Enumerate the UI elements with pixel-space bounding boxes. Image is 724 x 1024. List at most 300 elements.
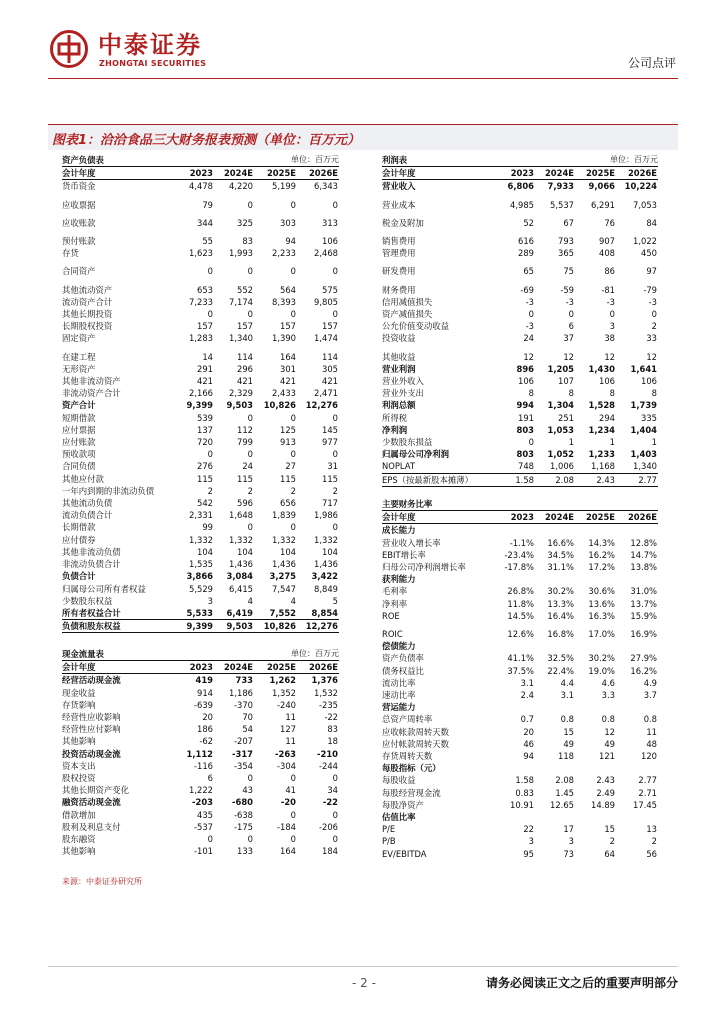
- row-value: -59: [560, 284, 574, 295]
- row-value: 733: [235, 675, 254, 686]
- row-value: 56: [646, 848, 658, 859]
- row-label: 非流动负债合计: [62, 559, 121, 570]
- row-label: 存货: [62, 248, 79, 259]
- row-value: -81: [601, 284, 615, 295]
- table-row: [62, 497, 339, 509]
- row-label: 其他长期资产变化: [62, 785, 129, 796]
- row-value: 0: [247, 834, 254, 845]
- row-value: 3,866: [186, 571, 213, 582]
- row-label: 无形资产: [62, 363, 96, 374]
- row-label: 流动负债合计: [62, 510, 113, 521]
- row-value: 1,168: [591, 461, 615, 472]
- row-value: 913: [280, 437, 297, 448]
- row-label: 毛利率: [382, 586, 408, 597]
- row-label: 研发费用: [382, 266, 416, 277]
- row-label: 一年内到期的非流动负债: [62, 485, 155, 496]
- row-value: 2: [247, 485, 254, 496]
- row-value: 37: [563, 333, 574, 344]
- header-year: 2025E: [575, 511, 616, 524]
- row-value: 104: [237, 546, 254, 557]
- row-label: 偿债能力: [382, 641, 416, 652]
- table-row: [382, 537, 658, 549]
- table-row: [62, 570, 339, 582]
- table-row: [62, 320, 339, 332]
- row-value: 1: [568, 437, 574, 448]
- row-value: 30.2%: [547, 586, 574, 597]
- figure-title-bar: [48, 124, 678, 150]
- row-value: 0: [247, 522, 254, 533]
- row-value: 70: [242, 712, 254, 723]
- row-value: -3: [525, 321, 534, 332]
- row-value: 914: [197, 687, 213, 698]
- row-label: 所有者权益合计: [62, 607, 121, 618]
- header-year: 2025E: [254, 661, 297, 674]
- row-value: 542: [197, 498, 213, 509]
- row-value: 5,529: [189, 583, 213, 594]
- row-value: 1.58: [490, 473, 535, 486]
- row-value: -20: [280, 797, 297, 808]
- header-year: 2023: [169, 167, 214, 180]
- table-row: [62, 436, 339, 448]
- row-label: 投资收益: [382, 333, 416, 344]
- table-header-row: [382, 511, 658, 524]
- row-value: 127: [280, 724, 297, 735]
- row-value: 9,066: [588, 181, 615, 192]
- table-row: [62, 796, 339, 808]
- row-value: 0: [332, 522, 339, 533]
- table-row: [62, 723, 339, 735]
- row-value: 0: [290, 522, 297, 533]
- row-value: 115: [237, 473, 254, 484]
- row-value: -639: [193, 699, 213, 710]
- row-value: 1,376: [311, 675, 339, 686]
- row-label: 股东融资: [62, 834, 96, 845]
- row-value: 5,533: [186, 607, 213, 618]
- table-row: [62, 296, 339, 308]
- row-value: 55: [202, 236, 213, 247]
- row-label: 合同资产: [62, 266, 96, 277]
- row-label: 借款增加: [62, 809, 96, 820]
- row-value: 0: [247, 199, 254, 210]
- row-value: 1,332: [229, 534, 254, 545]
- row-value: 6,419: [226, 607, 254, 618]
- table-unit: 单位：百万元: [291, 155, 340, 164]
- row-value: 907: [599, 236, 615, 247]
- row-value: -203: [192, 797, 213, 808]
- row-value: 994: [516, 400, 534, 411]
- table-row: [62, 595, 339, 607]
- table-header-row: [382, 167, 658, 180]
- row-value: 7,552: [269, 607, 297, 618]
- row-value: 1,623: [189, 248, 213, 259]
- row-value: 27: [285, 461, 297, 472]
- row-value: 8,849: [314, 583, 339, 594]
- row-label: 每股净资产: [382, 799, 424, 810]
- row-value: 0: [290, 834, 297, 845]
- row-value: 6,291: [591, 199, 615, 210]
- row-value: 37.5%: [507, 665, 534, 676]
- table-row: [382, 610, 658, 622]
- row-value: 106: [518, 376, 534, 387]
- row-value: 3.3: [601, 690, 615, 701]
- row-value: 94: [523, 751, 534, 762]
- table-row: [382, 387, 658, 399]
- header-year: 2023: [169, 661, 214, 674]
- header-year: 2023: [490, 167, 535, 180]
- row-label: 其他影响: [62, 736, 96, 747]
- logo-text-cn: 中泰证券: [98, 31, 202, 59]
- row-label: 营业收入增长率: [382, 537, 441, 548]
- table-row: [382, 561, 658, 573]
- row-value: 803: [516, 424, 534, 435]
- row-label: 归母公司净利润增长率: [382, 562, 466, 573]
- row-value: 0.8: [601, 714, 615, 725]
- row-value: 1,340: [229, 333, 254, 344]
- table-row: [62, 399, 339, 411]
- row-value: 1,430: [588, 363, 615, 374]
- figure-title: 图表1：洽洽食品三大财务报表预测（单位：百万元）: [52, 133, 361, 148]
- table-unit: 单位：百万元: [291, 649, 340, 658]
- row-value: 564: [280, 284, 297, 295]
- row-value: -370: [234, 699, 254, 710]
- table-row: [382, 460, 658, 473]
- row-value: 13.7%: [630, 598, 658, 609]
- row-value: 421: [197, 376, 213, 387]
- disclaimer-text: 请务必阅读正文之后的重要声明部分: [485, 976, 678, 990]
- row-value: -317: [232, 748, 254, 759]
- table-row: [382, 284, 658, 296]
- row-value: 12: [604, 351, 615, 362]
- row-value: -207: [234, 736, 254, 747]
- financial-ratios-table: [382, 498, 658, 860]
- row-value: 106: [641, 376, 657, 387]
- row-value: 1,332: [314, 534, 339, 545]
- row-label: 归属母公司所有者权益: [62, 583, 146, 594]
- table-row: [382, 598, 658, 610]
- table-header-row: [62, 167, 339, 180]
- row-value: 2.08: [535, 473, 575, 486]
- row-value: 1: [651, 437, 657, 448]
- table-header-row: [62, 661, 339, 674]
- row-value: 12,276: [297, 620, 339, 633]
- cash-flow-table: [62, 648, 339, 857]
- row-value: -3: [525, 296, 534, 307]
- table-row: [62, 235, 339, 247]
- table-row: [382, 689, 658, 701]
- row-label: 预收款项: [62, 449, 96, 460]
- row-label: P/B: [382, 836, 396, 847]
- row-value: 7,933: [547, 181, 574, 192]
- row-value: 14.7%: [630, 549, 658, 560]
- row-value: 0: [332, 412, 339, 423]
- row-value: 896: [516, 363, 534, 374]
- row-value: 8,393: [272, 296, 297, 307]
- table-row: [62, 217, 339, 229]
- row-value: 0: [247, 449, 254, 460]
- table-row: [62, 809, 339, 821]
- table-row: [62, 674, 339, 687]
- row-value: 12: [646, 351, 657, 362]
- row-value: 0: [290, 309, 297, 320]
- row-value: 4,220: [229, 181, 254, 192]
- row-value: 539: [197, 412, 213, 423]
- row-value: 43: [242, 785, 254, 796]
- table-title-row: [382, 154, 658, 167]
- row-value: -23.4%: [504, 549, 534, 560]
- row-label: 应收帐款周转天数: [382, 726, 449, 737]
- row-value: 31: [327, 461, 339, 472]
- row-value: 33: [646, 333, 657, 344]
- table-row: [382, 628, 658, 640]
- row-value: 17.2%: [588, 562, 615, 573]
- row-value: 1,262: [269, 675, 297, 686]
- row-value: 14.3%: [588, 537, 615, 548]
- row-value: 67: [563, 217, 574, 228]
- row-value: 1,283: [189, 333, 213, 344]
- row-value: 121: [599, 751, 615, 762]
- row-label: 固定资产: [62, 333, 96, 344]
- row-label: 估值比率: [382, 812, 416, 823]
- row-value: 3.1: [520, 677, 534, 688]
- header-label: 会计年度: [62, 661, 169, 674]
- source-note: 来源：中泰证券研究所: [62, 877, 142, 886]
- row-value: 10,224: [624, 181, 657, 192]
- row-label: 每股指标（元）: [382, 763, 441, 774]
- row-value: 748: [518, 461, 534, 472]
- table-row: [62, 265, 339, 277]
- row-value: 2,233: [272, 248, 297, 259]
- row-label: 其他应付款: [62, 473, 104, 484]
- table-row: [62, 821, 339, 833]
- row-label: 长期借款: [62, 522, 96, 533]
- row-label: 所得税: [382, 412, 408, 423]
- row-label: 其他收益: [382, 351, 416, 362]
- row-label: 在建工程: [62, 351, 96, 362]
- row-value: 6: [568, 321, 574, 332]
- row-value: 2: [207, 485, 213, 496]
- row-label: 利润总额: [382, 400, 416, 411]
- row-value: 15.9%: [630, 610, 658, 621]
- row-value: 1,986: [314, 510, 339, 521]
- page-header: [48, 26, 678, 74]
- row-value: 79: [202, 199, 213, 210]
- table-row: [382, 199, 658, 211]
- row-value: 803: [516, 449, 534, 460]
- row-value: 4.4: [560, 677, 574, 688]
- row-value: 1,112: [186, 748, 213, 759]
- table-row: [382, 235, 658, 247]
- row-value: 0.83: [515, 787, 534, 798]
- row-value: 9,805: [314, 296, 339, 307]
- row-label: 股利及利息支付: [62, 821, 121, 832]
- row-value: 2: [651, 836, 658, 847]
- row-label: 净利润: [382, 424, 408, 435]
- row-label: EBIT增长率: [382, 549, 426, 560]
- row-label: 应收票据: [62, 199, 96, 210]
- row-value: 186: [197, 724, 213, 735]
- table-row: [62, 620, 339, 633]
- table-row: [62, 284, 339, 296]
- row-value: 18: [327, 736, 339, 747]
- row-value: 125: [280, 424, 297, 435]
- row-value: 104: [197, 546, 213, 557]
- row-label: 预付账款: [62, 236, 96, 247]
- row-value: 1.58: [515, 775, 534, 786]
- row-label: 资产减值损失: [382, 309, 433, 320]
- row-value: 0: [247, 309, 254, 320]
- row-value: -79: [643, 284, 657, 295]
- row-value: -240: [277, 699, 297, 710]
- table-row: [62, 521, 339, 533]
- row-value: 305: [322, 363, 339, 374]
- row-value: 95: [523, 848, 534, 859]
- row-value: 104: [322, 546, 339, 557]
- row-value: 34: [327, 785, 339, 796]
- row-value: 31.1%: [547, 562, 574, 573]
- table-row: [382, 424, 658, 436]
- row-value: 32.5%: [547, 653, 574, 664]
- row-value: 157: [322, 321, 339, 332]
- table-title-row: [382, 498, 658, 511]
- row-value: 0: [207, 266, 213, 277]
- row-label: 每股收益: [382, 775, 416, 786]
- row-value: 12.8%: [630, 537, 658, 548]
- table-row: [382, 677, 658, 689]
- row-value: 14.89: [591, 799, 615, 810]
- table-row: [62, 485, 339, 497]
- row-value: -1.1%: [509, 537, 534, 548]
- row-value: 115: [197, 473, 213, 484]
- row-value: 1,332: [189, 534, 213, 545]
- header-year: 2026E: [616, 511, 658, 524]
- row-value: 0: [207, 449, 213, 460]
- row-value: 799: [237, 437, 254, 448]
- row-value: 552: [237, 284, 254, 295]
- row-value: 1,535: [189, 559, 213, 570]
- row-value: 10.91: [510, 799, 534, 810]
- row-value: 1,993: [229, 248, 254, 259]
- table-row: [62, 473, 339, 485]
- row-value: 3.7: [643, 690, 658, 701]
- row-label: EV/EBITDA: [382, 848, 427, 859]
- row-label: ROIC: [382, 629, 403, 640]
- row-value: 75: [563, 266, 574, 277]
- row-label: 应付债券: [62, 534, 96, 545]
- row-label: 其他影响: [62, 846, 96, 857]
- row-value: 301: [280, 363, 297, 374]
- row-value: 294: [599, 412, 615, 423]
- header-year: 2026E: [297, 661, 339, 674]
- row-value: -175: [234, 821, 254, 832]
- zhongtai-logo-icon: [50, 30, 88, 68]
- row-label: 长期股权投资: [62, 321, 113, 332]
- row-value: 6: [207, 773, 213, 784]
- row-value: -62: [199, 736, 213, 747]
- row-value: 0: [207, 834, 213, 845]
- row-value: 1,006: [550, 461, 574, 472]
- table-row: [62, 772, 339, 784]
- row-value: 1,474: [314, 333, 339, 344]
- row-value: 20: [523, 726, 534, 737]
- row-label: 非流动资产合计: [62, 388, 121, 399]
- row-value: 6,806: [507, 181, 534, 192]
- row-value: 12,276: [305, 400, 339, 411]
- row-value: 0: [528, 309, 534, 320]
- row-label: 经营活动现金流: [62, 675, 121, 686]
- row-value: 112: [237, 424, 254, 435]
- row-label: P/E: [382, 824, 396, 835]
- row-label: 投资活动现金流: [62, 748, 121, 759]
- row-label: NOPLAT: [382, 461, 415, 472]
- row-value: 0: [332, 449, 339, 460]
- row-value: 16.2%: [630, 665, 658, 676]
- table-row: [382, 473, 658, 486]
- row-value: 0: [290, 773, 297, 784]
- row-value: 114: [237, 351, 254, 362]
- table-title: 主要财务比率: [382, 499, 433, 509]
- table-row: [382, 363, 658, 375]
- row-value: 7,547: [272, 583, 297, 594]
- row-value: 6,415: [229, 583, 254, 594]
- row-value: 0: [332, 309, 339, 320]
- row-value: 2.43: [596, 775, 615, 786]
- row-value: 7,053: [633, 199, 657, 210]
- row-label: 速动比率: [382, 690, 416, 701]
- row-label: 存货周转天数: [382, 751, 433, 762]
- row-value: 1,052: [547, 449, 574, 460]
- table-row: [62, 199, 339, 211]
- row-value: 0: [290, 266, 297, 277]
- row-value: 1,234: [588, 424, 615, 435]
- row-value: 344: [197, 217, 213, 228]
- row-value: 1,739: [630, 400, 657, 411]
- row-value: 13.6%: [588, 598, 615, 609]
- row-value: -69: [520, 284, 534, 295]
- row-value: 157: [280, 321, 297, 332]
- row-value: 17: [563, 824, 574, 835]
- row-value: 104: [280, 546, 297, 557]
- table-row: [382, 217, 658, 229]
- row-value: 26.8%: [507, 586, 534, 597]
- section-row: [382, 811, 658, 823]
- row-value: 97: [646, 266, 657, 277]
- row-value: 10,826: [263, 400, 297, 411]
- row-value: 2.71: [638, 787, 658, 798]
- row-value: 94: [285, 236, 297, 247]
- row-value: 114: [322, 351, 339, 362]
- row-label: 信用减值损失: [382, 296, 433, 307]
- row-value: 2: [609, 836, 615, 847]
- table-row: [62, 412, 339, 424]
- row-label: 应付账款: [62, 437, 96, 448]
- page-number: - 2 -: [352, 976, 376, 990]
- row-value: 2,329: [229, 388, 254, 399]
- row-value: 616: [518, 236, 534, 247]
- row-value: 0: [247, 412, 254, 423]
- row-value: 191: [518, 412, 534, 423]
- row-value: -116: [193, 760, 213, 771]
- row-value: -235: [319, 699, 339, 710]
- row-value: 1,648: [229, 510, 254, 521]
- row-value: -537: [193, 821, 213, 832]
- table-row: [382, 835, 658, 847]
- row-value: 16.8%: [547, 629, 574, 640]
- row-value: 24: [242, 461, 254, 472]
- table-title: 现金流量表: [62, 649, 104, 659]
- row-value: 0: [609, 309, 615, 320]
- row-value: 8: [528, 388, 534, 399]
- row-label: 财务费用: [382, 284, 416, 295]
